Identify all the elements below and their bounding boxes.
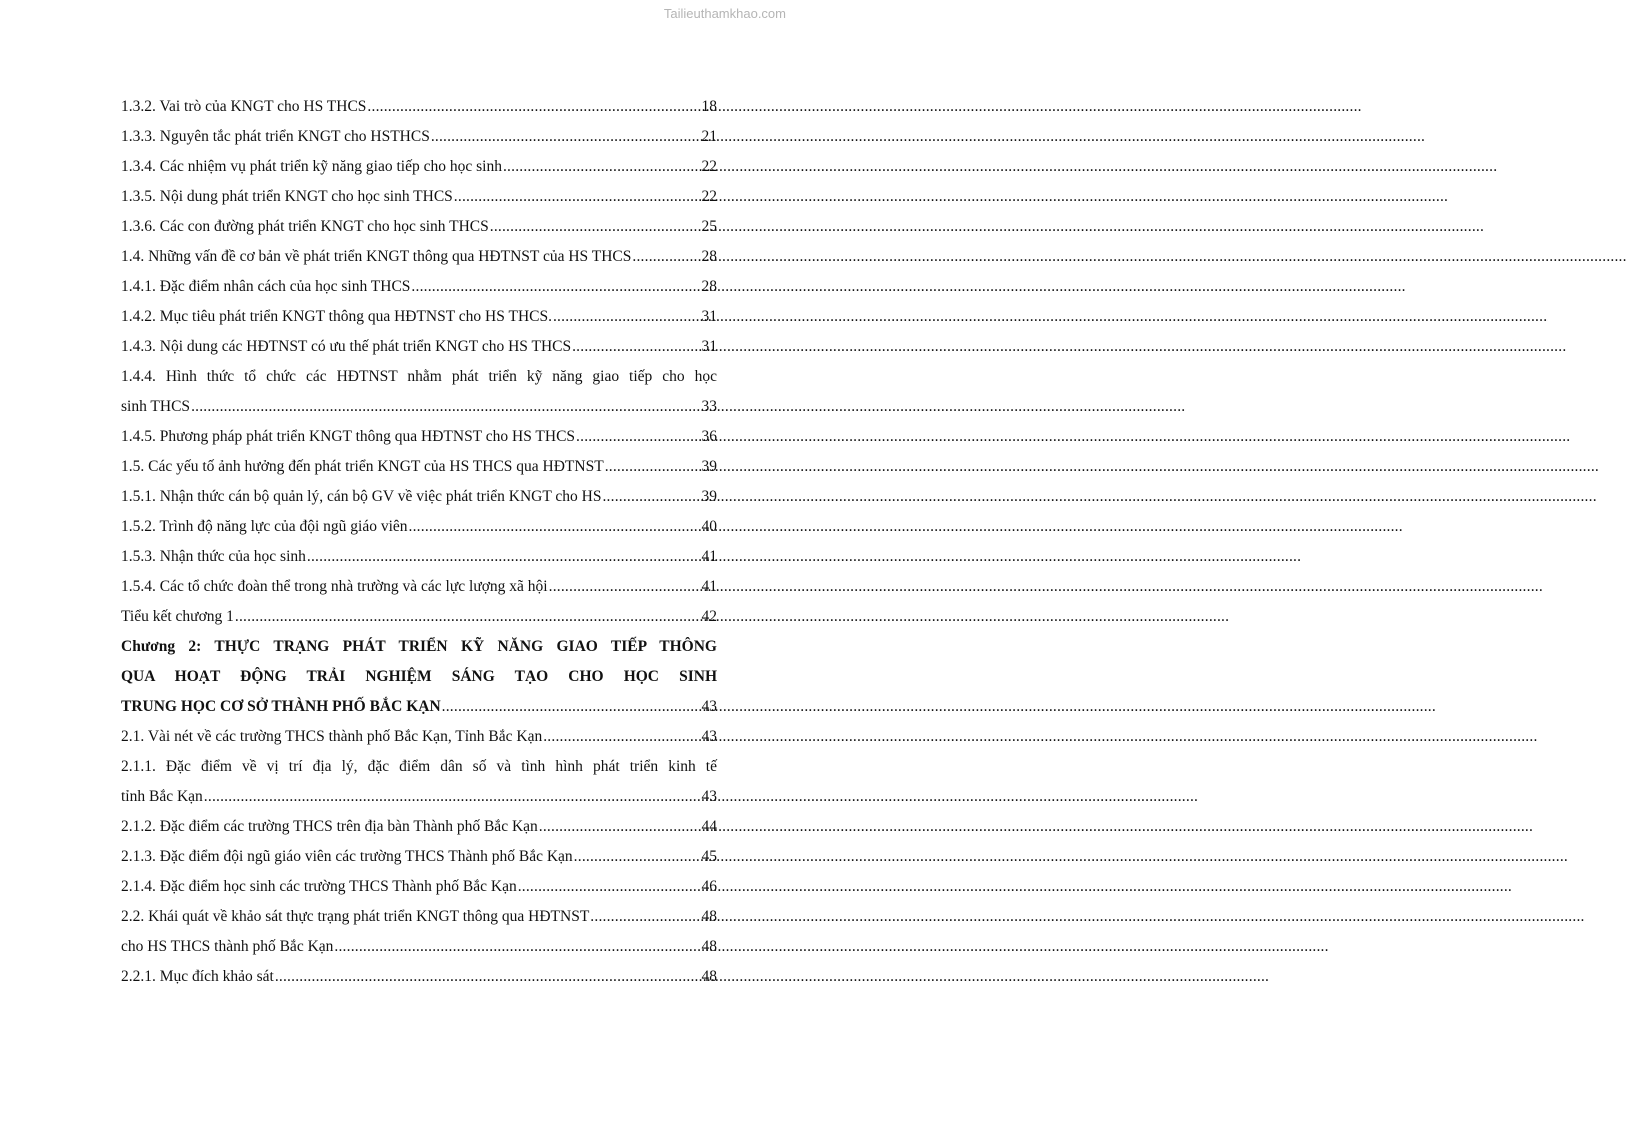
toc-entry-title: 2.1.2. Đặc điểm các trường THCS trên địa bàn Thành phố Bắc Kạn bbox=[121, 818, 538, 835]
dot-leader bbox=[431, 122, 700, 152]
toc-entry-title: 1.5. Các yếu tố ảnh hưởng đến phát triển KNGT của HS THCS qua HĐTNST bbox=[121, 458, 604, 475]
toc-entry[interactable] bbox=[121, 782, 717, 812]
toc-entry-page: 18 bbox=[701, 98, 717, 115]
dot-leader bbox=[191, 392, 699, 422]
toc-entry-page: 22 bbox=[701, 158, 717, 175]
toc-entry[interactable] bbox=[121, 602, 717, 632]
toc-entry-title: 1.3.6. Các con đường phát triển KNGT cho học sinh THCS bbox=[121, 218, 489, 235]
toc-entry[interactable] bbox=[121, 902, 717, 932]
dot-leader bbox=[590, 902, 699, 932]
dot-leader bbox=[454, 182, 700, 212]
toc-entry-page: 48 bbox=[701, 908, 717, 925]
toc-entry-page: 43 bbox=[701, 728, 717, 745]
toc-entry[interactable] bbox=[121, 572, 717, 602]
toc-entry[interactable] bbox=[121, 122, 717, 152]
toc-entry[interactable] bbox=[121, 932, 717, 962]
toc-entry-page: 39 bbox=[701, 488, 717, 505]
toc-entry[interactable] bbox=[121, 392, 717, 422]
toc-entry-title: 1.4.1. Đặc điểm nhân cách của học sinh THCS bbox=[121, 278, 411, 295]
toc-entry[interactable] bbox=[121, 182, 717, 212]
dot-leader bbox=[442, 692, 700, 722]
toc-entry-title: tỉnh Bắc Kạn bbox=[121, 788, 203, 805]
toc-entry-title: 2.2.1. Mục đích khảo sát bbox=[121, 968, 274, 985]
toc-entry[interactable] bbox=[121, 872, 717, 902]
toc-entry-title: cho HS THCS thành phố Bắc Kạn bbox=[121, 938, 334, 955]
toc-entry[interactable] bbox=[121, 332, 717, 362]
toc-entry[interactable] bbox=[121, 482, 717, 512]
toc-entry-title: 1.3.4. Các nhiệm vụ phát triển kỹ năng giao tiếp cho học sinh bbox=[121, 158, 502, 175]
dot-leader bbox=[549, 572, 700, 602]
chapter-2-title-part1: : THỰC TRẠNG PHÁT TRIỂN KỸ NĂNG GIAO TIẾP THÔNG bbox=[196, 638, 717, 655]
toc-entry[interactable] bbox=[121, 722, 717, 752]
dot-leader bbox=[574, 842, 700, 872]
dot-leader bbox=[503, 152, 700, 182]
toc-entry-page: 48 bbox=[701, 968, 717, 985]
toc-entry-title: 2.1.4. Đặc điểm học sinh các trường THCS Thành phố Bắc Kạn bbox=[121, 878, 517, 895]
dot-leader bbox=[204, 782, 700, 812]
toc-entry[interactable] bbox=[121, 842, 717, 872]
toc-entry[interactable] bbox=[121, 452, 717, 482]
dot-leader bbox=[411, 272, 699, 302]
toc-entry-page: 41 bbox=[701, 548, 717, 565]
toc-entry-title: 2.2. Khái quát về khảo sát thực trạng phát triển KNGT thông qua HĐTNST bbox=[121, 908, 590, 925]
dot-leader bbox=[632, 242, 699, 272]
toc-entry-title: 1.3.5. Nội dung phát triển KNGT cho học sinh THCS bbox=[121, 188, 453, 205]
toc-entry-title: 1.4. Những vấn đề cơ bản về phát triển KNGT thông qua HĐTNST của HS THCS bbox=[121, 248, 632, 265]
toc-entry[interactable] bbox=[121, 422, 717, 452]
toc-entry[interactable] bbox=[121, 272, 717, 302]
toc-entry-title: 1.4.3. Nội dung các HĐTNST có ưu thế phát triển KNGT cho HS THCS bbox=[121, 338, 572, 355]
toc-entry-title: 1.5.1. Nhận thức cán bộ quản lý, cán bộ GV về việc phát triển KNGT cho HS bbox=[121, 488, 602, 505]
toc-entry[interactable] bbox=[121, 212, 717, 242]
toc-entry-title: 1.4.5. Phương pháp phát triển KNGT thông qua HĐTNST cho HS THCS bbox=[121, 428, 576, 445]
toc-entry-title: 1.4.2. Mục tiêu phát triển KNGT thông qua HĐTNST cho HS THCS. bbox=[121, 308, 552, 325]
toc-entry[interactable] bbox=[121, 512, 717, 542]
toc-entry-page: 46 bbox=[701, 878, 717, 895]
toc-entry[interactable] bbox=[121, 542, 717, 572]
toc-entry-title: 1.3.2. Vai trò của KNGT cho HS THCS bbox=[121, 98, 367, 115]
toc-entry[interactable] bbox=[121, 92, 717, 122]
toc-entry[interactable] bbox=[121, 812, 717, 842]
toc-entry-title: 1.5.3. Nhận thức của học sinh bbox=[121, 548, 306, 565]
dot-leader bbox=[576, 422, 699, 452]
dot-leader bbox=[307, 542, 700, 572]
toc-entry-chapter-2[interactable] bbox=[121, 692, 717, 722]
dot-leader bbox=[539, 812, 700, 842]
toc-entry-title: Tiểu kết chương 1 bbox=[121, 608, 234, 625]
toc-entry-page: 48 bbox=[701, 938, 717, 955]
toc-entry-page: 43 bbox=[701, 788, 717, 805]
table-of-contents bbox=[121, 92, 717, 992]
dot-leader bbox=[572, 332, 699, 362]
watermark: Tailieuthamkhao.com bbox=[663, 6, 786, 21]
toc-entry-page: 42 bbox=[701, 608, 717, 625]
dot-leader bbox=[409, 512, 700, 542]
toc-entry-line1[interactable]: 1.4.4. Hình thức tổ chức các HĐTNST nhằm phát triển kỹ năng giao tiếp cho học bbox=[121, 368, 717, 385]
toc-entry-page: 31 bbox=[701, 338, 717, 355]
toc-entry-page: 41 bbox=[701, 578, 717, 595]
dot-leader bbox=[367, 92, 699, 122]
toc-entry-page: 39 bbox=[701, 458, 717, 475]
toc-entry-line1[interactable]: 2.1.1. Đặc điểm về vị trí địa lý, đặc điểm dân số và tình hình phát triển kinh tế bbox=[121, 758, 717, 775]
toc-entry-page: 44 bbox=[701, 818, 717, 835]
toc-entry-page: 28 bbox=[701, 248, 717, 265]
chapter-2-heading-line1[interactable] bbox=[121, 632, 717, 662]
toc-entry-page: 36 bbox=[701, 428, 717, 445]
toc-entry-page: 45 bbox=[701, 848, 717, 865]
toc-entry-title: TRUNG HỌC CƠ SỞ THÀNH PHỐ BẮC KẠN bbox=[121, 698, 441, 715]
toc-entry-title: sinh THCS bbox=[121, 398, 191, 415]
toc-entry-page: 33 bbox=[701, 398, 717, 415]
dot-leader bbox=[553, 302, 700, 332]
toc-entry[interactable] bbox=[121, 152, 717, 182]
dot-leader bbox=[334, 932, 699, 962]
toc-entry-title: 1.5.4. Các tổ chức đoàn thể trong nhà trường và các lực lượng xã hội bbox=[121, 578, 548, 595]
dot-leader bbox=[275, 962, 700, 992]
dot-leader bbox=[518, 872, 700, 902]
toc-entry-page: 22 bbox=[701, 188, 717, 205]
toc-entry[interactable] bbox=[121, 962, 717, 992]
toc-entry[interactable] bbox=[121, 302, 717, 332]
chapter-2-heading-line2[interactable]: QUA HOẠT ĐỘNG TRẢI NGHIỆM SÁNG TẠO CHO HỌC SINH bbox=[121, 668, 717, 685]
toc-entry-page: 28 bbox=[701, 278, 717, 295]
toc-entry[interactable] bbox=[121, 242, 717, 272]
toc-entry-page: 43 bbox=[701, 698, 717, 715]
toc-entry-title: 2.1.3. Đặc điểm đội ngũ giáo viên các trường THCS Thành phố Bắc Kạn bbox=[121, 848, 573, 865]
toc-entry-page: 31 bbox=[701, 308, 717, 325]
dot-leader bbox=[543, 722, 699, 752]
toc-entry-title: 2.1. Vài nét về các trường THCS thành phố Bắc Kạn, Tỉnh Bắc Kạn bbox=[121, 728, 543, 745]
toc-entry-title: 1.3.3. Nguyên tắc phát triển KNGT cho HSTHCS bbox=[121, 128, 430, 145]
toc-entry-page: 25 bbox=[701, 218, 717, 235]
toc-entry-page: 40 bbox=[701, 518, 717, 535]
dot-leader bbox=[490, 212, 700, 242]
dot-leader bbox=[235, 602, 700, 632]
dot-leader bbox=[602, 482, 699, 512]
toc-entry-title: 1.5.2. Trình độ năng lực của đội ngũ giáo viên bbox=[121, 518, 408, 535]
toc-entry-page: 21 bbox=[701, 128, 717, 145]
chapter-2-label: Chương 2 bbox=[121, 638, 197, 655]
dot-leader bbox=[605, 452, 700, 482]
